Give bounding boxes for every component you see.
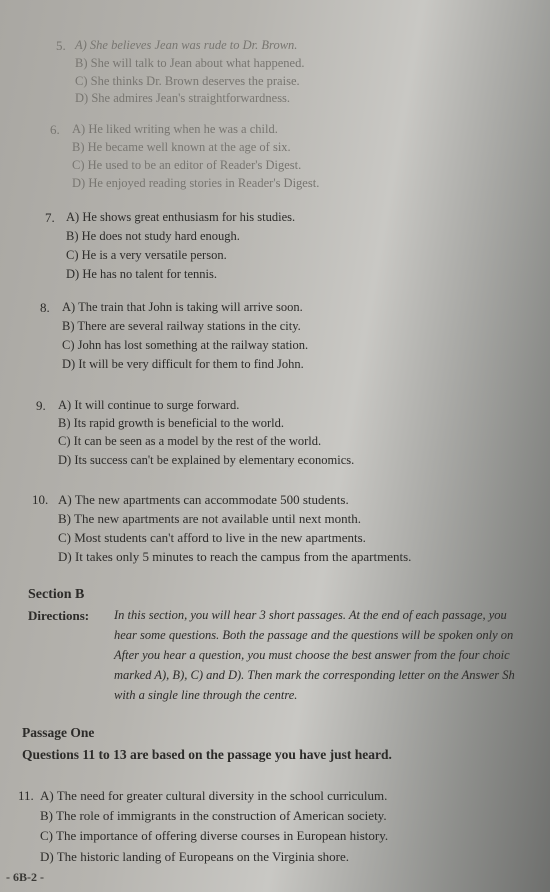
option-c: C) He used to be an editor of Reader's Digest. [72,158,302,172]
option-c: C) She thinks Dr. Brown deserves the praise. [75,74,300,88]
option-c: C) Most students can't afford to live in the new apartments. [58,530,366,545]
option-a: A) The train that John is taking will arrive soon. [62,300,303,314]
option-c: C) He is a very versatile person. [66,248,227,262]
option-a: A) She believes Jean was rude to Dr. Brown. [75,38,298,52]
option-c: C) It can be seen as a model by the rest of the world. [58,434,322,448]
question-number: 11. [18,788,34,803]
option-c: C) John has lost something at the railway station. [62,338,309,352]
directions-line: In this section, you will hear 3 short passages. At the end of each passage, you [114,608,507,622]
passage-title: Passage One [22,725,95,740]
directions-label: Directions: [28,608,90,623]
option-d: D) Its success can't be explained by elementary economics. [58,453,355,467]
option-d: D) The historic landing of Europeans on the Virginia shore. [40,849,349,864]
directions-line: with a single line through the centre. [114,688,298,702]
question-number: 10. [32,492,49,507]
question-number: 7. [45,210,55,225]
question-number: 9. [36,398,46,413]
option-b: B) The role of immigrants in the construction of American society. [40,808,387,823]
option-d: D) She admires Jean's straightforwardness. [75,91,291,105]
option-b: B) He became well known at the age of six. [72,140,291,154]
option-a: A) The need for greater cultural diversity in the school curriculum. [40,788,388,803]
option-a: A) He liked writing when he was a child. [72,122,278,136]
directions-line: hear some questions. Both the passage and the questions will be spoken only on [114,628,514,642]
option-b: B) The new apartments are not available until next month. [58,511,362,526]
question-number: 6. [50,122,60,137]
option-a: A) The new apartments can accommodate 500 students. [58,492,349,507]
option-b: B) She will talk to Jean about what happened. [75,56,305,70]
option-b: B) Its rapid growth is beneficial to the world. [58,416,284,430]
question-number: 5. [56,38,66,53]
question-number: 8. [40,300,50,315]
option-d: D) It takes only 5 minutes to reach the campus from the apartments. [58,549,412,564]
directions-line: After you hear a question, you must choose the best answer from the four choic [114,648,510,662]
option-d: D) He has no talent for tennis. [66,267,218,281]
option-b: B) He does not study hard enough. [66,229,240,243]
option-b: B) There are several railway stations in the city. [62,319,301,333]
option-c: C) The importance of offering diverse courses in European history. [40,828,389,843]
option-d: D) It will be very difficult for them to find John. [62,357,304,371]
section-title: Section B [28,587,85,602]
passage-intro: Questions 11 to 13 are based on the passage you have just heard. [22,747,392,762]
page-footer: - 6B-2 - [6,870,44,884]
option-d: D) He enjoyed reading stories in Reader's Digest. [72,176,320,190]
directions-line: marked A), B), C) and D). Then mark the corresponding letter on the Answer Sh [114,668,515,682]
option-a: A) It will continue to surge forward. [58,398,240,412]
option-a: A) He shows great enthusiasm for his studies. [66,210,296,224]
